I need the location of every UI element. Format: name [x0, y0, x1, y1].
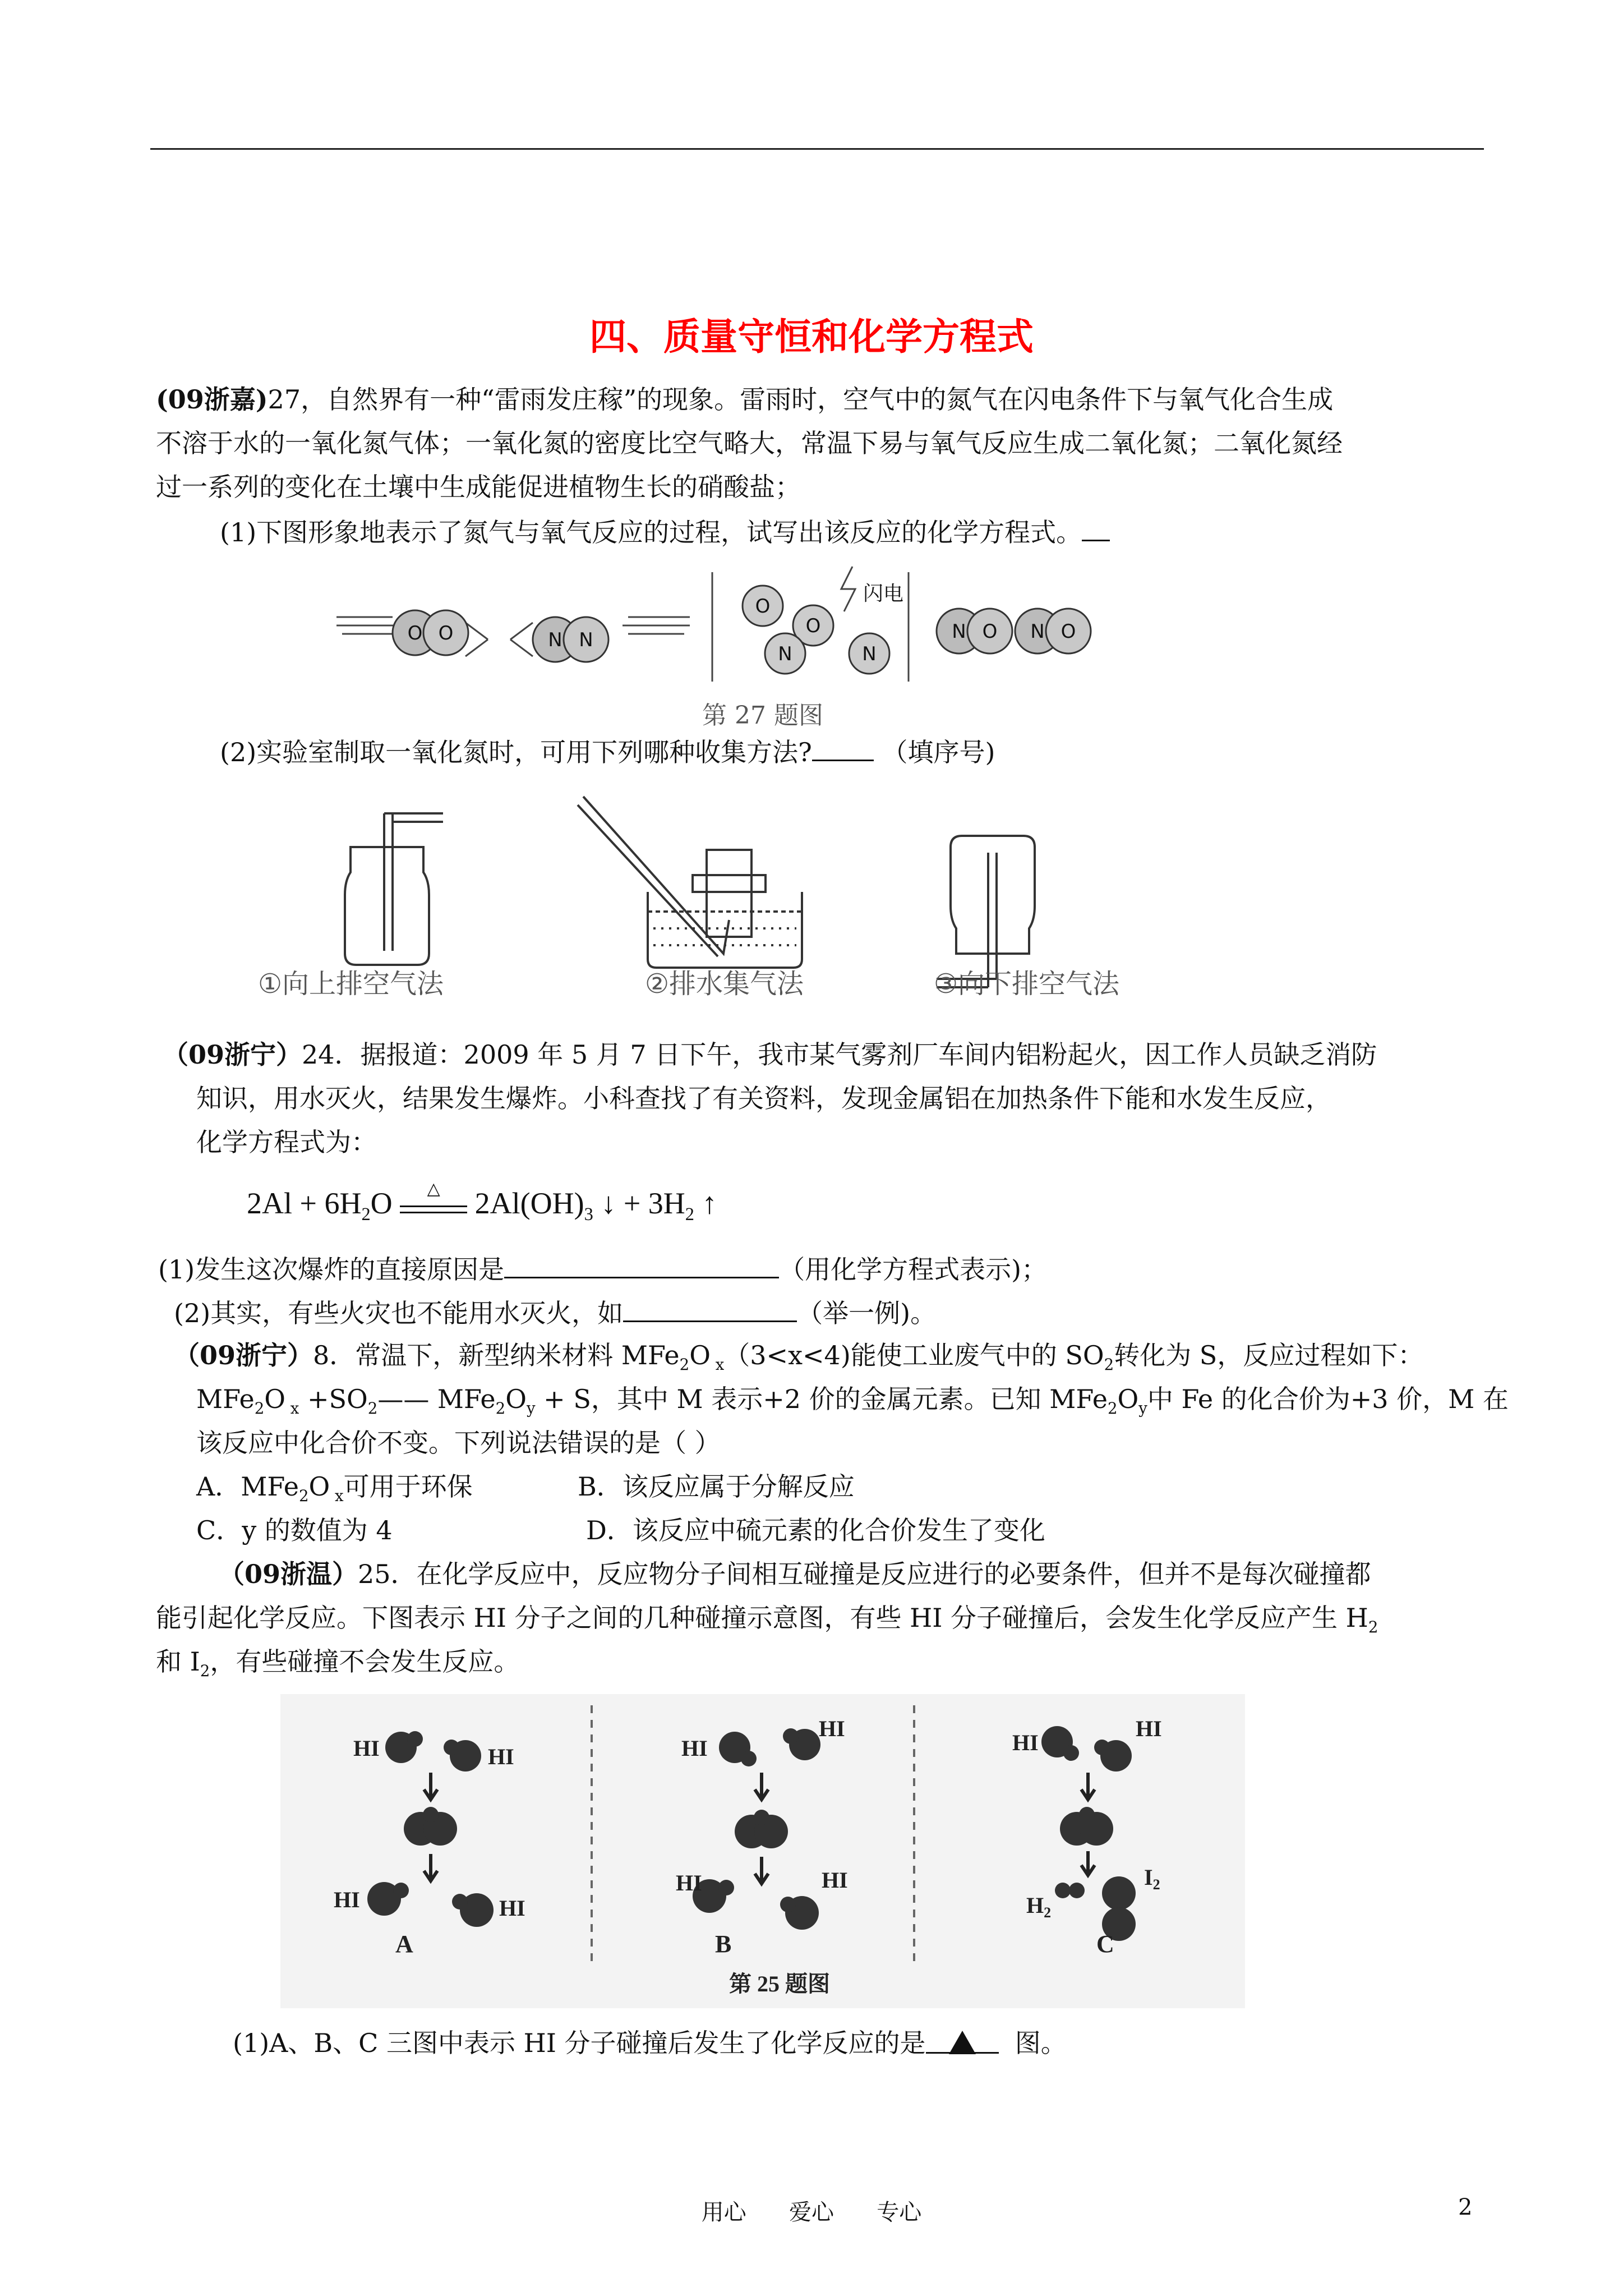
q27-figure-caption: 第 27 题图	[702, 701, 823, 730]
panel-label-c: C	[1096, 1930, 1114, 1958]
q27-line-2: 不溶于水的一氧化氮气体；一氧化氮的密度比空气略大，常温下易与氧气反应生成二氧化氮；二氧化氮经	[156, 428, 1343, 458]
q24-line-3: 化学方程式为：	[196, 1127, 377, 1157]
triangle-icon	[949, 2031, 976, 2054]
oxygen-molecule	[393, 610, 468, 655]
q8-line-3: 该反应中化合价不变。下列说法错误的是（ ）	[196, 1428, 721, 1458]
q27-reaction-figure	[331, 561, 1195, 740]
hi-label: HI	[1136, 1716, 1162, 1741]
panel-label-b: B	[715, 1930, 732, 1958]
q24-line-2: 知识，用水灭火，结果发生爆炸。小科查找了有关资料，发现金属铝在加热条件下能和水发生反应，	[196, 1083, 1331, 1114]
panel-label-a: A	[395, 1930, 413, 1958]
q27-sub1: (1)下图形象地表示了氮气与氧气反应的过程，试写出该反应的化学方程式。	[220, 514, 1110, 549]
hi-label: HI	[822, 1867, 848, 1893]
method-3-label: ③向下排空气法	[934, 968, 1120, 1000]
i2-label: $I_2$	[1144, 1865, 1160, 1893]
hi-label: HI	[681, 1736, 708, 1761]
q27-source: (09浙嘉)	[156, 384, 268, 415]
q24-answer-blank-2[interactable]	[623, 1295, 797, 1322]
q8-option-b[interactable]: B．该反应属于分解反应	[578, 1471, 855, 1502]
q24-sub1: (1)发生这次爆炸的直接原因是 （用化学方程式表示)；	[158, 1251, 1047, 1286]
hi-label: HI	[488, 1744, 514, 1769]
header-rule	[150, 148, 1484, 150]
q25-line-2: 能引起化学反应。下图表示 HI 分子之间的几种碰撞示意图，有些 HI 分子碰撞后，会发生化学反应产生 $H_2$	[156, 1603, 1378, 1637]
hi-label: HI	[676, 1870, 702, 1895]
atom-label: O	[438, 622, 454, 645]
hi-label: HI	[819, 1716, 845, 1741]
hi-label: HI	[1012, 1730, 1039, 1755]
atom-label: N	[579, 629, 593, 651]
aluminum-water-equation: $2Al + 6H_2O$ △ $2Al(OH)_3$ ↓ + $3H_2$ ↑	[247, 1184, 717, 1234]
atom-label: O	[1061, 620, 1076, 643]
page-footer-motto: 用心 爱心 专心	[701, 2200, 922, 2225]
section-title: 四、质量守恒和化学方程式	[589, 315, 1034, 358]
q27-answer-blank-2[interactable]	[812, 734, 874, 761]
q8-line-1: （09浙宁）8．常温下，新型纳米材料 MFe$_2$O $_x$（3<x<4)能使工业废气中的 $SO_2$转化为 S，反应过程如下：	[174, 1340, 1424, 1374]
q27-sub2: (2)实验室制取一氧化氮时，可用下列哪种收集方法? （填序号)	[220, 734, 995, 769]
method-1-label: ①向上排空气法	[258, 968, 444, 1000]
q8-source: （09浙宁）	[174, 1340, 313, 1370]
q27-line-1: (09浙嘉)27，自然界有一种“雷雨发庄稼”的现象。雷雨时，空气中的氮气在闪电条件下与氧气化合生成	[156, 384, 1334, 415]
q8-line-2: MFe$_2$O $_x +SO_2——$ $MFe_2O_y + S$，其中 M 表示+2 价的金属元素。已知 $MFe_2O_y$中 Fe 的化合价为+3 价，M 在	[196, 1384, 1509, 1418]
q27-answer-blank-1[interactable]	[1082, 514, 1110, 541]
h2-label: $H_2$	[1026, 1893, 1052, 1921]
atom-label: O	[755, 595, 771, 618]
nitrogen-molecule	[533, 617, 608, 662]
q24-sub2: (2)其实，有些火灾也不能用水灭火，如 （举一例)。	[174, 1295, 936, 1330]
page-number: 2	[1458, 2194, 1473, 2220]
q25-figure-caption: 第 25 题图	[729, 1971, 830, 1996]
hi-label: HI	[353, 1736, 380, 1761]
q27-line-3: 过一系列的变化在土壤中生成能促进植物生长的硝酸盐；	[156, 472, 801, 502]
atom-label: N	[778, 643, 792, 665]
hi-label: HI	[334, 1887, 360, 1912]
q24-source: （09浙宁）	[163, 1039, 302, 1070]
q8-option-a[interactable]: A．MFe$_2$O $_x$可用于环保	[196, 1471, 473, 1506]
atom-label: O	[805, 615, 821, 637]
q25-line-1: （09浙温）25．在化学反应中，反应物分子间相互碰撞是反应进行的必要条件，但并不是每次碰撞都	[219, 1559, 1371, 1589]
atom-label: N	[862, 643, 877, 665]
atom-label: O	[407, 622, 423, 645]
q24-line-1: （09浙宁）24．据报道：2009 年 5 月 7 日下午，我市某气雾剂厂车间内铝粉起火，因工作人员缺乏消防	[163, 1039, 1377, 1070]
heating-condition: △	[427, 1180, 440, 1198]
atom-label: N	[952, 620, 966, 643]
flash-label: 闪电	[863, 582, 904, 605]
q24-answer-blank-1[interactable]	[504, 1251, 779, 1278]
hi-collision-figure	[280, 1694, 1245, 2008]
q25-line-3: 和 $I_2$，有些碰撞不会发生反应。	[156, 1646, 520, 1681]
q8-option-c[interactable]: C．y 的数值为 4	[196, 1515, 393, 1545]
q25-sub1: (1)A、B、C 三图中表示 HI 分子碰撞后发生了化学反应的是 图。	[233, 2026, 1067, 2060]
water-displacement-apparatus	[578, 797, 802, 968]
method-2-label: ②排水集气法	[645, 968, 804, 1000]
q25-answer-blank[interactable]	[926, 2026, 999, 2054]
atom-label: N	[548, 629, 562, 651]
q25-source: （09浙温）	[219, 1559, 358, 1589]
q8-option-d[interactable]: D．该反应中硫元素的化合价发生了变化	[586, 1515, 1045, 1545]
upward-air-displacement-apparatus	[345, 813, 443, 965]
hi-label: HI	[499, 1895, 525, 1921]
atom-label: O	[982, 620, 998, 643]
atom-label: N	[1030, 620, 1045, 643]
